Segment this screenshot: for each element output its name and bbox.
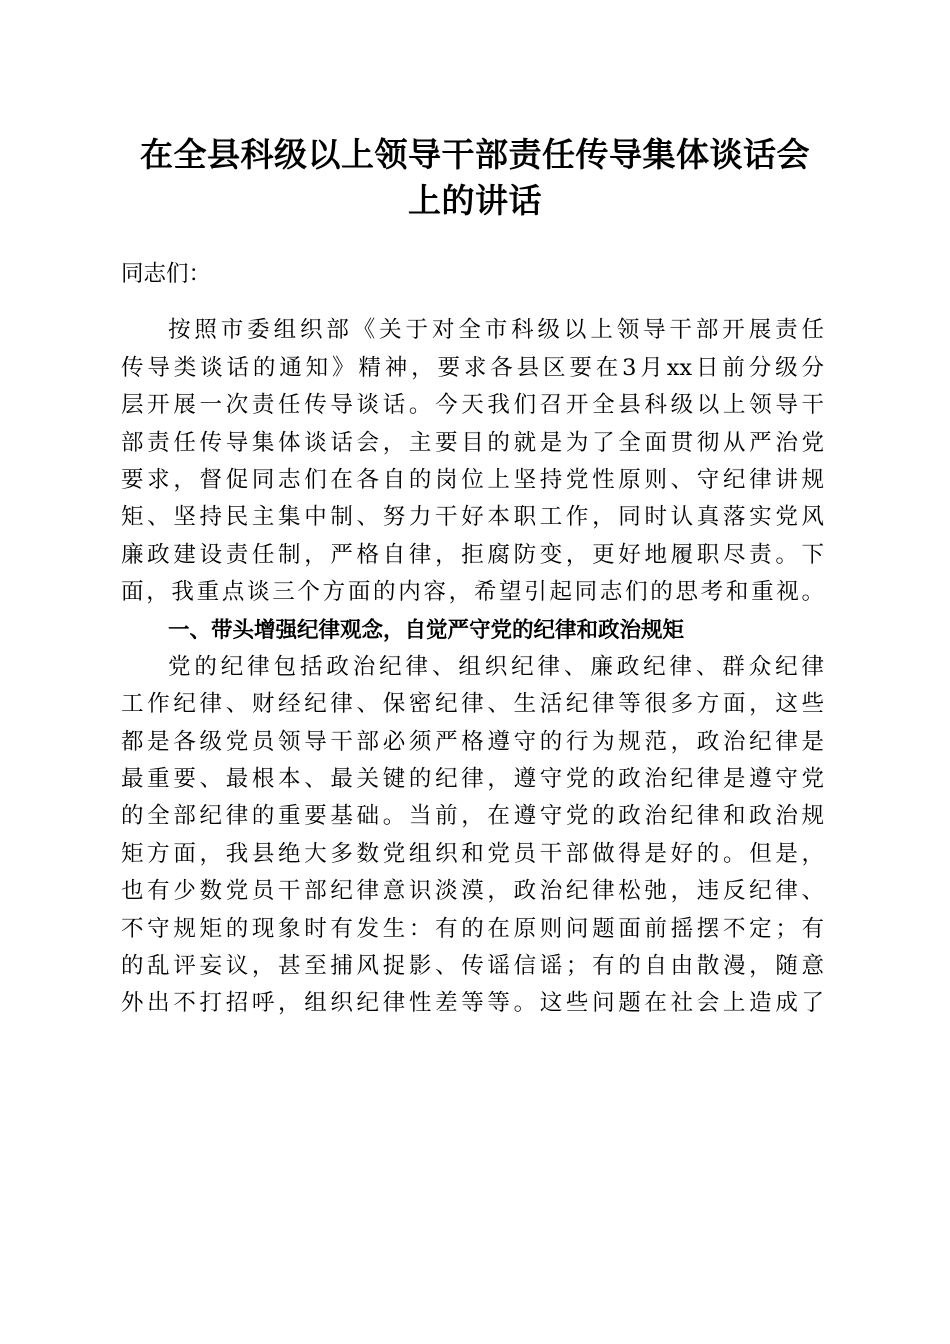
salutation: 同志们： bbox=[121, 261, 212, 287]
section-heading: 一、带头增强纪律观念，自觉严守党的纪律和政治规矩 bbox=[168, 617, 685, 643]
paragraph-line: 最重要、最根本、最关键的纪律，遵守党的政治纪律是遵守党 bbox=[121, 766, 824, 793]
paragraph-line: 矩、坚持民主集中制、努力干好本职工作，同时认真落实党风 bbox=[121, 504, 824, 531]
paragraph-line: 的全部纪律的重要基础。当前，在遵守党的政治纪律和政治规 bbox=[121, 803, 824, 830]
paragraph-line: 都是各级党员领导干部必须严格遵守的行为规范，政治纪律是 bbox=[121, 728, 824, 755]
document-body bbox=[121, 256, 824, 1023]
title-line: 上的讲话 bbox=[408, 181, 542, 220]
document-title bbox=[100, 132, 850, 224]
paragraph-line: 廉政建设责任制，严格自律，拒腐防变，更好地履职尽责。下 bbox=[121, 541, 824, 568]
title-line: 在全县科级以上领导干部责任传导集体谈话会 bbox=[140, 135, 810, 174]
paragraph-discipline bbox=[121, 649, 824, 1023]
paragraph-intro bbox=[121, 312, 824, 611]
paragraph-line: 传导类谈话的通知》精神，要求各县区要在3月xx日前分级分 bbox=[121, 354, 824, 381]
paragraph-line: 的乱评妄议，甚至捕风捉影、传谣信谣；有的自由散漫，随意 bbox=[121, 953, 824, 980]
paragraph-line: 外出不打招呼，组织纪律性差等等。这些问题在社会上造成了 bbox=[121, 990, 824, 1017]
paragraph-line: 工作纪律、财经纪律、保密纪律、生活纪律等很多方面，这些 bbox=[121, 691, 824, 718]
paragraph-line: 要求，督促同志们在各自的岗位上坚持党性原则、守纪律讲规 bbox=[121, 466, 824, 493]
paragraph-line: 按照市委组织部《关于对全市科级以上领导干部开展责任 bbox=[168, 317, 824, 344]
paragraph-line: 矩方面，我县绝大多数党组织和党员干部做得是好的。但是， bbox=[121, 840, 824, 867]
paragraph-line: 也有少数党员干部纪律意识淡漠，政治纪律松弛，违反纪律、 bbox=[121, 878, 824, 905]
paragraph-line: 面，我重点谈三个方面的内容，希望引起同志们的思考和重视。 bbox=[121, 579, 824, 606]
paragraph-line: 党的纪律包括政治纪律、组织纪律、廉政纪律、群众纪律 bbox=[168, 653, 824, 680]
paragraph-line: 不守规矩的现象时有发生：有的在原则问题面前摇摆不定；有 bbox=[121, 915, 824, 942]
paragraph-line: 层开展一次责任传导谈话。今天我们召开全县科级以上领导干 bbox=[121, 392, 824, 419]
paragraph-line: 部责任传导集体谈话会，主要目的就是为了全面贯彻从严治党 bbox=[121, 429, 824, 456]
